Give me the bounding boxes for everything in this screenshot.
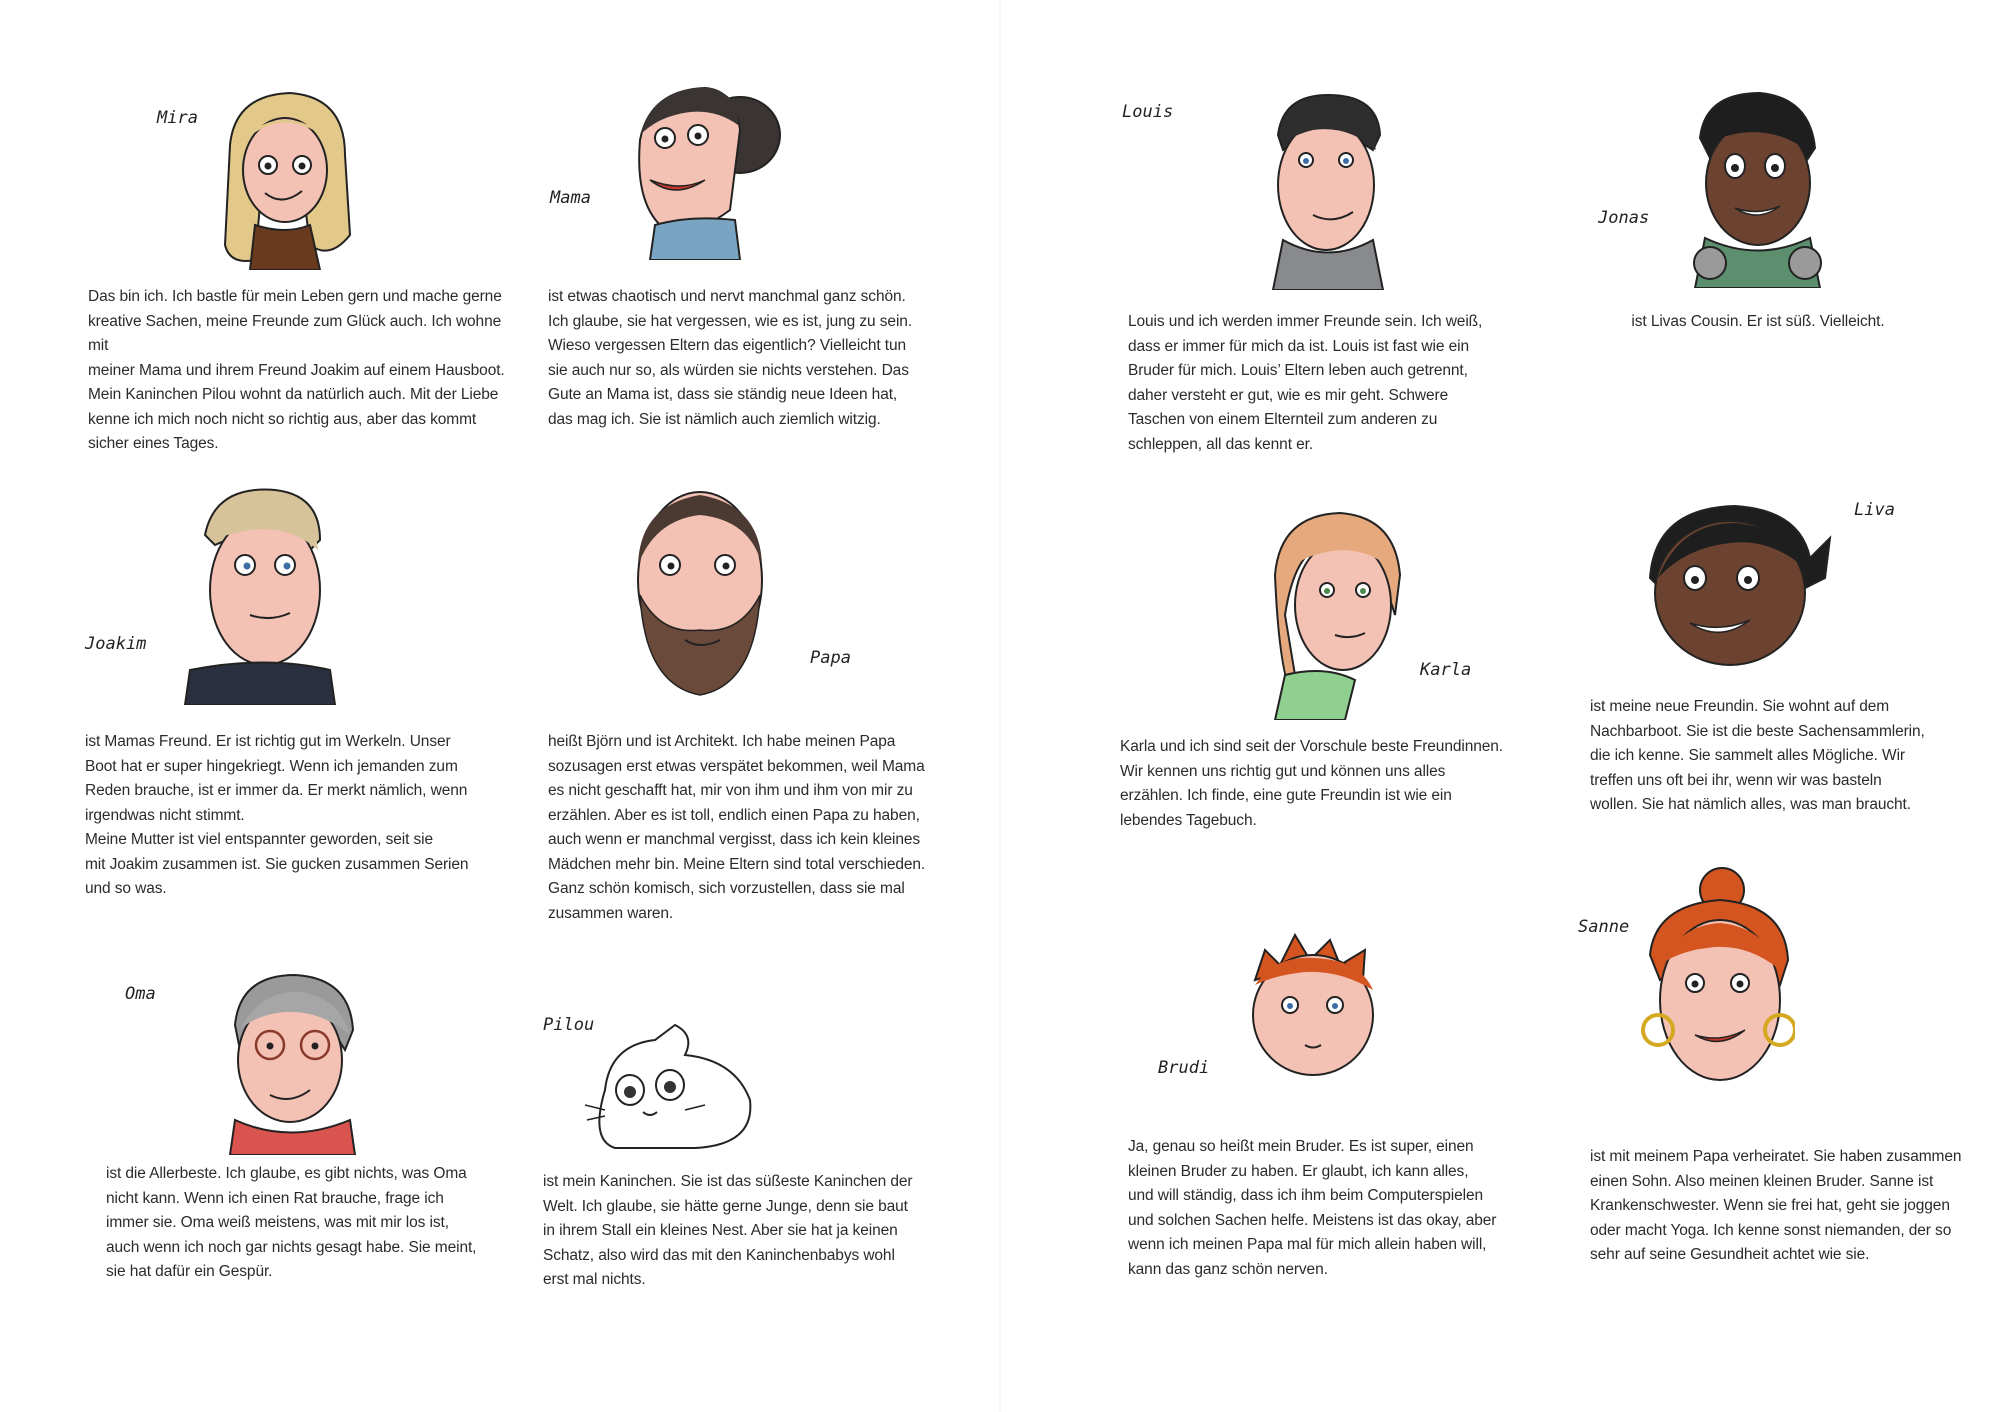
character-name: Mira [157,108,198,128]
character-name: Papa [810,648,851,668]
character-description: Ja, genau so heißt mein Bruder. Es ist super, einen kleinen Bruder zu haben. Er glaubt, ich kann alles, und will ständig, dass ich ihm beim Computerspielen und solchen Sachen helfe. Meistens ist das okay, aber wenn ich meinen Papa mal für mich allein haben will, kann das ganz schön nerven. [1128,1138,1497,1278]
character-description: ist die Allerbeste. Ich glaube, es gibt nichts, was Oma nicht kann. Wenn ich einen Rat brauche, frage ich immer sie. Oma weiß meistens, was mit mir los ist, auch wenn ich noch gar nichts gesagt habe. Sie meint, sie hat dafür ein Gespür. [106,1165,477,1280]
character-name: Liva [1854,500,1895,520]
character-name: Louis [1122,102,1174,122]
portrait-mira-illustration [210,85,360,270]
portrait-karla-illustration [1265,505,1405,720]
portrait-joakim-illustration [180,480,340,705]
portrait-brudi-illustration [1245,930,1385,1080]
portrait-mama-illustration [620,80,795,260]
character-name: Mama [550,188,591,208]
character-description: ist meine neue Freundin. Sie wohnt auf dem Nachbarboot. Sie ist die beste Sachensammlerin, die ich kenne. Sie sammelt alles Mögliche. Wir treffen uns oft bei ihr, wenn wir was basteln wollen. Sie hat nämlich alles, was man braucht. [1590,698,1925,813]
character-name: Jonas [1598,208,1650,228]
character-name: Brudi [1158,1058,1210,1078]
portrait-papa-illustration [630,485,770,700]
character-name: Joakim [85,634,147,654]
character-description: Louis und ich werden immer Freunde sein. Ich weiß, dass er immer für mich da ist. Louis ist fast wie ein Bruder für mich. Louis’ Eltern leben auch getrennt, daher versteht er gut, wie es mir geht. Schwere Taschen von einem Elternteil zum anderen zu schleppen, all das kennt er. [1128,313,1483,453]
portrait-oma-illustration [225,970,360,1155]
character-description: Karla und ich sind seit der Vorschule beste Freundinnen. Wir kennen uns richtig gut und können uns alles erzählen. Ich finde, eine gute Freundin ist wie ein lebendes Tagebuch. [1120,738,1503,829]
character-name: Pilou [543,1015,595,1035]
portrait-louis-illustration [1268,90,1388,290]
character-description: ist Mamas Freund. Er ist richtig gut im Werkeln. Unser Boot hat er super hingekriegt. Wenn ich jemanden zum Reden brauche, ist er immer da. Er merkt nämlich, wenn irgendwas nicht stimmt. Meine Mutter ist viel entspannter geworden, seit sie mit Joakim zusammen ist. Sie gucken zusammen Serien und so was. [85,733,469,897]
character-description: ist mein Kaninchen. Sie ist das süßeste Kaninchen der Welt. Ich glaube, sie hätte gerne Junge, denn sie baut in ihrem Stall ein kleines Nest. Aber sie hat ja keinen Schatz, also wird das mit den Kaninchenbabys wohl erst mal nichts. [543,1173,913,1288]
character-name: Sanne [1578,917,1630,937]
character-description: ist etwas chaotisch und nervt manchmal ganz schön. Ich glaube, sie hat vergessen, wie es ist, jung zu sein. Wieso vergessen Eltern das eigentlich? Vielleicht tun sie auch nur so, als würden sie nichts verstehen. Das Gute an Mama ist, dass sie ständig neue Ideen hat, das mag ich. Sie ist nämlich auch ziemlich witzig. [548,288,913,428]
character-description: Das bin ich. Ich bastle für mein Leben gern und mache gerne kreative Sachen, meine Freunde zum Glück auch. Ich wohne mit meiner Mama und ihrem Freund Joakim auf einem Hausboot. Mein Kaninchen Pilou wohnt da natürlich auch. Mit der Liebe kenne ich mich noch nicht so richtig aus, aber das kommt sicher eines Tages. [88,288,505,452]
portrait-jonas-illustration [1680,88,1830,288]
character-description: heißt Björn und ist Architekt. Ich habe meinen Papa sozusagen erst etwas verspätet bekommen, weil Mama es nicht geschafft hat, mir von ihm und ihm von mir zu erzählen. Aber es ist toll, endlich einen Papa zu haben, auch wenn er manchmal vergisst, dass ich kein kleines Mädchen mehr bin. Meine Eltern sind total verschieden. Ganz schön komisch, sich vorzustellen, dass sie mal zusammen waren. [548,733,926,922]
page-gutter [998,0,1002,1412]
portrait-liva-illustration [1640,498,1835,673]
character-description: ist mit meinem Papa verheiratet. Sie haben zusammen einen Sohn. Also meinen kleinen Bruder. Sanne ist Krankenschwester. Wenn sie frei hat, geht sie joggen oder macht Yoga. Ich kenne sonst niemanden, der so sehr auf seine Gesundheit achtet wie sie. [1590,1148,1962,1263]
character-name: Oma [125,984,156,1004]
portrait-pilou-illustration [585,1020,760,1155]
character-description: ist Livas Cousin. Er ist süß. Vielleicht. [1631,313,1885,330]
portrait-sanne-illustration [1640,865,1795,1105]
character-name: Karla [1420,660,1472,680]
